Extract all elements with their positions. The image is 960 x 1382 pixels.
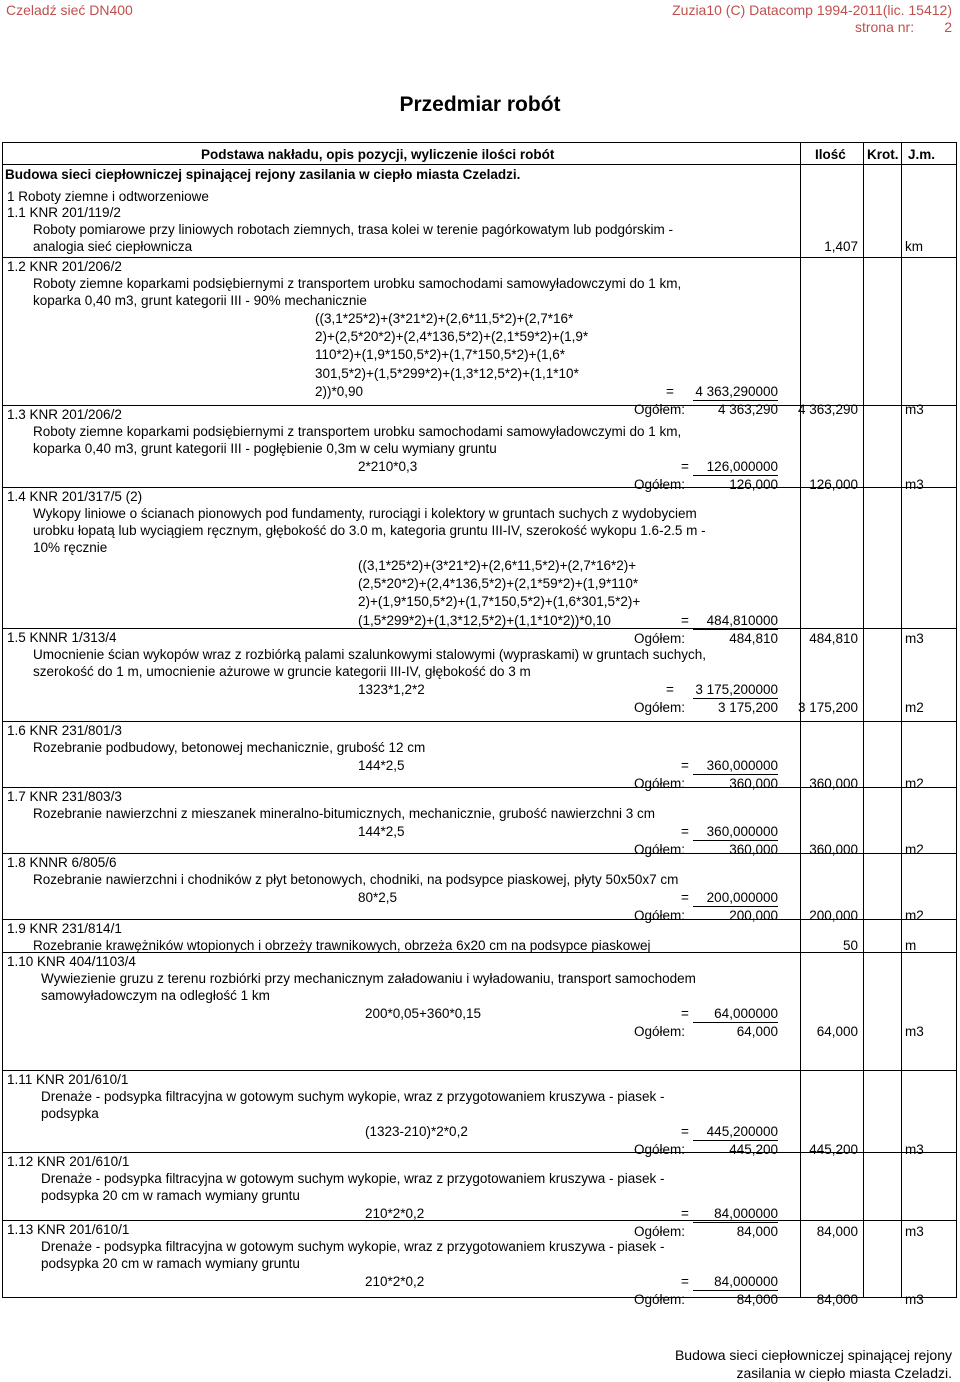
item-unit: m3 xyxy=(905,1024,924,1040)
page-indicator xyxy=(672,19,952,36)
item-divider xyxy=(3,405,956,406)
formula-line: 144*2,5 xyxy=(358,824,405,839)
formula-result: 360,000000 xyxy=(693,757,778,775)
total-value: 84,000 xyxy=(736,1292,778,1308)
item-code: 1.1 KNR 201/119/2 xyxy=(7,205,121,220)
col-header-krot: Krot. xyxy=(867,147,899,162)
total-label: Ogółem: xyxy=(633,908,685,924)
formula-result: 200,000000 xyxy=(693,889,778,907)
item-description-line: koparka 0,40 m3, grunt kategorii III - pogłębienie 0,3m w celu wymiany gruntu xyxy=(33,441,497,456)
item-description-line: Rozebranie nawierzchni z mieszanek mineralno-bitumicznych, mechanicznie, grubość nawierzchni 3 cm xyxy=(33,806,656,821)
item-code: 1.7 KNR 231/803/3 xyxy=(7,789,122,804)
total-value: 126,000 xyxy=(729,477,778,493)
section-title: 1 Roboty ziemne i odtworzeniowe xyxy=(7,189,209,204)
total-value: 3 175,200 xyxy=(717,700,778,716)
total-label: Ogółem: xyxy=(633,1142,685,1158)
item-quantity: 360,000 xyxy=(809,776,858,792)
formula-result: 84,000000 xyxy=(693,1205,778,1223)
equals-sign: = xyxy=(681,824,689,839)
item-divider xyxy=(3,952,956,953)
item-unit: m3 xyxy=(905,630,924,646)
item-quantity: 64,000 xyxy=(816,1024,858,1040)
item-divider xyxy=(3,721,956,722)
item-description-line: Roboty pomiarowe przy liniowych robotach ziemnych, trasa kolei w terenie pagórkowatym lub podgórskim - xyxy=(33,222,674,237)
item-code: 1.4 KNR 201/317/5 (2) xyxy=(7,489,143,504)
item-code: 1.11 KNR 201/610/1 xyxy=(7,1072,129,1087)
item-description-line: Wykopy liniowe o ścianach pionowych pod fundamenty, rurociągi i kolektory w gruntach suchych z wydobyciem xyxy=(33,506,697,521)
formula-result: 126,000000 xyxy=(693,458,778,476)
item-description-line: koparka 0,40 m3, grunt kategorii III - 90% mechanicznie xyxy=(33,293,367,308)
formula-line: 144*2,5 xyxy=(358,758,405,773)
item-description-line: podsypka 20 cm w ramach wymiany gruntu xyxy=(41,1188,300,1203)
item-description-line: 10% ręcznie xyxy=(33,540,108,555)
total-label: Ogółem: xyxy=(633,402,685,417)
item-description-line: Roboty ziemne koparkami podsiębiernymi z transportem urobku samochodami samowyładowczymi do 1 km, xyxy=(33,424,682,439)
software-license: Zuzia10 (C) Datacomp 1994-2011(lic. 15412) xyxy=(672,2,952,18)
total-label: Ogółem: xyxy=(633,700,685,716)
item-description-line: Umocnienie ścian wykopów wraz z rozbiórką palami szalunkowymi stalowymi (wypraskami) w gruntach suchych, xyxy=(33,647,706,662)
item-description-line: samowyładowczym na odległość 1 km xyxy=(41,988,270,1003)
item-code: 1.10 KNR 404/1103/4 xyxy=(7,954,136,969)
item-description-line: podsypka xyxy=(41,1106,99,1121)
total-value: 360,000 xyxy=(729,842,778,858)
item-code: 1.6 KNR 231/801/3 xyxy=(7,723,122,738)
formula-result: 4 363,290000 xyxy=(693,383,778,401)
item-quantity: 84,000 xyxy=(816,1224,858,1240)
header-right xyxy=(672,2,952,36)
page-label: strona nr: xyxy=(854,19,915,35)
item-description-line: Drenaże - podsypka filtracyjna w gotowym suchym wykopie, wraz z przygotowaniem kruszywa - piasek - xyxy=(41,1239,665,1254)
item-unit: m3 xyxy=(905,402,924,417)
item-unit: m2 xyxy=(905,776,924,792)
item-description-line: Rozebranie podbudowy, betonowej mechanicznie, grubość 12 cm xyxy=(33,740,426,755)
total-label: Ogółem: xyxy=(633,1024,685,1040)
formula-result: 64,000000 xyxy=(693,1005,778,1023)
formula-line: 301,5*2)+(1,5*299*2)+(1,3*12,5*2)+(1,1*10* xyxy=(315,365,579,381)
item-description-line: Wywiezienie gruzu z terenu rozbiórki przy mechanicznym załadowaniu i wyładowaniu, transport samochodem xyxy=(41,971,696,986)
total-label: Ogółem: xyxy=(633,1292,685,1308)
formula-line: 2))*0,90 xyxy=(315,383,364,399)
formula-line: ((3,1*25*2)+(3*21*2)+(2,6*11,5*2)+(2,7*16*2)+ xyxy=(358,558,637,573)
formula-line: 210*2*0,2 xyxy=(365,1206,425,1221)
item-description-line: Drenaże - podsypka filtracyjna w gotowym suchym wykopie, wraz z przygotowaniem kruszywa - piasek - xyxy=(41,1171,665,1186)
item-description-line: szerokość do 1 m, umocnienie ażurowe w gruncie kategorii III-IV, głębokość do 3 m xyxy=(33,664,531,679)
col-header-unit: J.m. xyxy=(908,147,936,162)
item-divider xyxy=(3,257,956,258)
formula-line: 1323*1,2*2 xyxy=(358,682,425,697)
equals-sign: = xyxy=(681,459,689,474)
item-code: 1.5 KNNR 1/313/4 xyxy=(7,630,117,645)
total-label: Ogółem: xyxy=(633,477,685,493)
footer-line2: zasilania w ciepło miasta Czeladzi. xyxy=(736,1365,952,1381)
formula-result: 3 175,200000 xyxy=(693,681,778,699)
total-value: 360,000 xyxy=(729,776,778,792)
divider-unit xyxy=(901,143,902,1297)
item-divider xyxy=(3,628,956,629)
item-quantity: 126,000 xyxy=(809,477,858,493)
formula-line: ((3,1*25*2)+(3*21*2)+(2,6*11,5*2)+(2,7*16* xyxy=(315,311,574,326)
equals-sign: = xyxy=(681,1206,689,1221)
total-value: 445,200 xyxy=(729,1142,778,1158)
equals-sign: = xyxy=(681,890,689,905)
equals-sign: = xyxy=(681,758,689,773)
item-quantity: 484,810 xyxy=(809,630,858,646)
item-code: 1.2 KNR 201/206/2 xyxy=(7,259,122,274)
col-header-description: Podstawa nakładu, opis pozycji, wyliczenie ilości robót xyxy=(201,147,555,162)
formula-line: 2)+(2,5*20*2)+(2,4*136,5*2)+(2,1*59*2)+(1,9* xyxy=(315,329,589,345)
formula-result: 445,200000 xyxy=(693,1123,778,1141)
page-title: Przedmiar robót xyxy=(399,93,561,116)
item-quantity: 50 xyxy=(842,938,858,953)
total-value: 4 363,290 xyxy=(717,402,778,417)
item-code: 1.12 KNR 201/610/1 xyxy=(7,1154,130,1169)
formula-line: (2,5*20*2)+(2,4*136,5*2)+(2,1*59*2)+(1,9*110* xyxy=(358,576,639,592)
item-description-line: Roboty ziemne koparkami podsiębiernymi z transportem urobku samochodami samowyładowczymi do 1 km, xyxy=(33,276,682,291)
total-value: 200,000 xyxy=(729,908,778,924)
col-header-quantity: Ilość xyxy=(815,147,846,162)
item-quantity: 445,200 xyxy=(809,1142,858,1158)
item-divider xyxy=(3,1152,956,1153)
total-label: Ogółem: xyxy=(633,630,685,646)
formula-line: 210*2*0,2 xyxy=(365,1274,425,1289)
item-description-line: urobku łopatą lub wyciągiem ręcznym, głębokość do 3.0 m, kategoria gruntu III-IV, szerokość wykopu 1.6-2.5 m - xyxy=(33,523,706,538)
item-description-line: analogia sieć ciepłownicza xyxy=(33,239,193,254)
formula-line: 80*2,5 xyxy=(358,890,398,905)
footer-line1: Budowa sieci ciepłowniczej spinającej rejony xyxy=(674,1347,952,1363)
formula-line: 2)+(1,9*150,5*2)+(1,7*150,5*2)+(1,6*301,5*2)+ xyxy=(358,594,641,610)
formula-result: 360,000000 xyxy=(693,823,778,841)
formula-result: 84,000000 xyxy=(693,1273,778,1291)
total-value: 64,000 xyxy=(736,1024,778,1040)
item-divider xyxy=(3,1070,956,1071)
formula-line: 200*0,05+360*0,15 xyxy=(365,1006,481,1021)
item-code: 1.9 KNR 231/814/1 xyxy=(7,921,122,936)
project-title: Budowa sieci ciepłowniczej spinającej rejony zasilania w ciepło miasta Czeladzi. xyxy=(5,167,521,182)
item-quantity: 200,000 xyxy=(809,908,858,924)
item-description-line: Rozebranie nawierzchni i chodników z płyt betonowych, chodniki, na podsypce piaskowej, płyty 50x50x7 cm xyxy=(33,872,679,887)
item-quantity: 1,407 xyxy=(824,239,858,254)
equals-sign: = xyxy=(681,612,689,628)
item-divider xyxy=(3,487,956,488)
formula-line: (1323-210)*2*0,2 xyxy=(365,1124,468,1139)
item-code: 1.8 KNNR 6/805/6 xyxy=(7,855,117,870)
formula-line: 110*2)+(1,9*150,5*2)+(1,7*150,5*2)+(1,6* xyxy=(315,347,566,363)
item-quantity: 84,000 xyxy=(816,1292,858,1308)
item-divider xyxy=(3,853,956,854)
equals-sign: = xyxy=(681,1274,689,1289)
total-value: 484,810 xyxy=(729,630,778,646)
item-description-line: Drenaże - podsypka filtracyjna w gotowym suchym wykopie, wraz z przygotowaniem kruszywa - piasek - xyxy=(41,1089,665,1104)
total-label: Ogółem: xyxy=(633,842,685,858)
item-divider xyxy=(3,787,956,788)
header-left: Czeladź sieć DN400 xyxy=(6,2,133,18)
total-label: Ogółem: xyxy=(633,776,685,792)
item-unit: m3 xyxy=(905,1224,924,1240)
footer xyxy=(675,1346,952,1382)
equals-sign: = xyxy=(666,682,674,697)
page-number: 2 xyxy=(944,19,952,35)
equals-sign: = xyxy=(681,1124,689,1139)
item-unit: m3 xyxy=(905,1292,924,1308)
item-quantity: 4 363,290 xyxy=(797,402,858,417)
divider-krot xyxy=(863,143,864,1297)
item-divider xyxy=(3,1220,956,1221)
equals-sign: = xyxy=(681,1006,689,1021)
divider-quantity xyxy=(800,143,801,1297)
item-unit: km xyxy=(905,239,923,254)
item-unit: m xyxy=(905,938,917,953)
item-unit: m3 xyxy=(905,1142,924,1158)
item-quantity: 360,000 xyxy=(809,842,858,858)
formula-result: 484,810000 xyxy=(693,612,778,630)
equals-sign: = xyxy=(666,383,674,399)
divider-header xyxy=(3,164,956,165)
estimate-table xyxy=(2,142,957,1308)
item-divider xyxy=(3,919,956,920)
item-unit: m2 xyxy=(905,700,924,716)
item-unit: m2 xyxy=(905,908,924,924)
total-value: 84,000 xyxy=(736,1224,778,1240)
formula-line: (1,5*299*2)+(1,3*12,5*2)+(1,1*10*2))*0,10 xyxy=(358,612,611,628)
item-quantity: 3 175,200 xyxy=(797,700,858,716)
item-description-line: Rozebranie krawężników wtopionych i obrzeży trawnikowych, obrzeża 6x20 cm na podsypce piaskowej xyxy=(33,938,651,953)
formula-line: 2*210*0,3 xyxy=(358,459,418,474)
total-label: Ogółem: xyxy=(633,1224,685,1240)
item-unit: m2 xyxy=(905,842,924,858)
item-code: 1.13 KNR 201/610/1 xyxy=(7,1222,130,1237)
item-unit: m3 xyxy=(905,477,924,493)
item-description-line: podsypka 20 cm w ramach wymiany gruntu xyxy=(41,1256,300,1271)
item-code: 1.3 KNR 201/206/2 xyxy=(7,407,122,422)
